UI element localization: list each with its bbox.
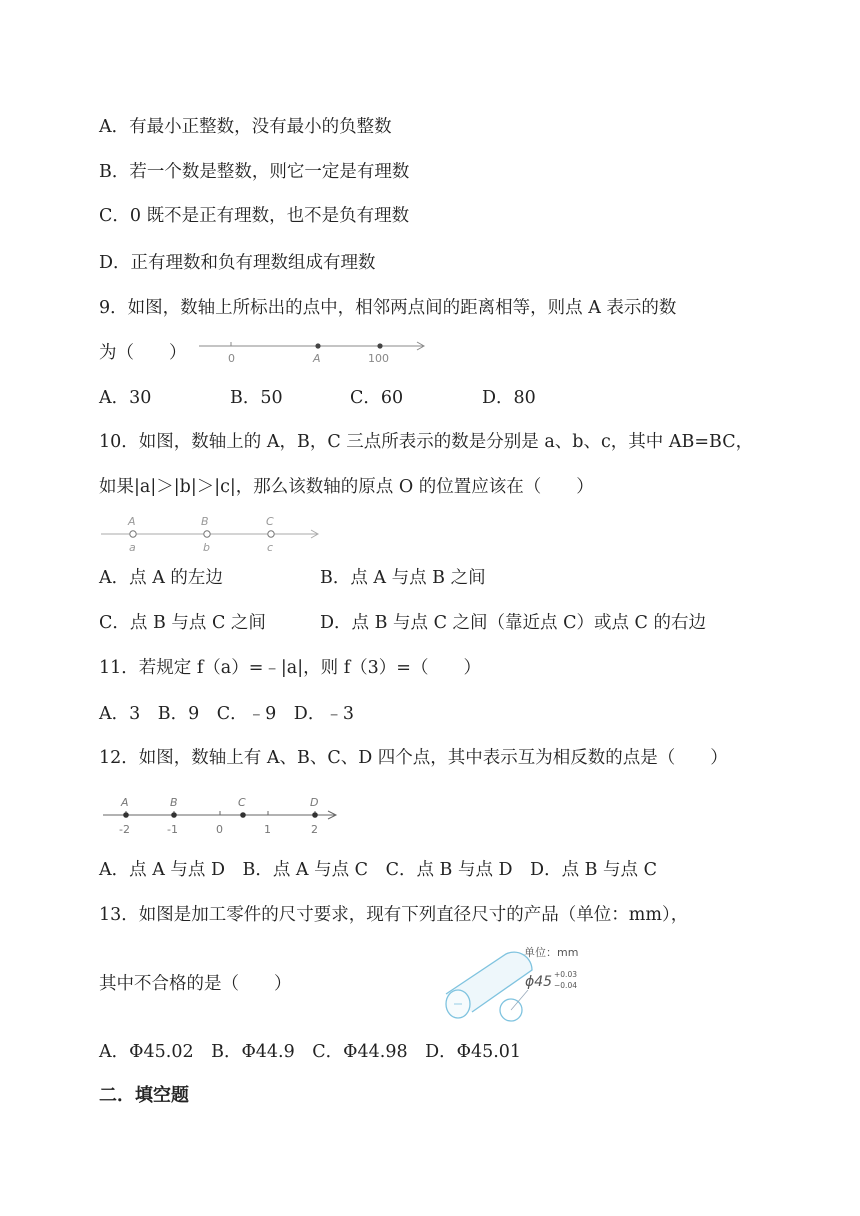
q13-upper-tolerance: +0.03 [554, 970, 577, 979]
q13-options: A．Φ45.02 B．Φ44.9 C．Φ44.98 D．Φ45.01 [99, 1042, 522, 1062]
q9-option-b: B．50 [230, 388, 283, 408]
q12-label-C: C [238, 796, 246, 809]
q8-option-a: A．有最小正整数，没有最小的负整数 [99, 117, 392, 137]
q9-option-d: D．80 [482, 388, 536, 408]
q9-stem-line1: 9．如图，数轴上所标出的点中，相邻两点间的距离相等，则点 A 表示的数 [99, 298, 677, 318]
q12-tick-label-0: 0 [216, 823, 223, 836]
q12-tick-label-1: 1 [264, 823, 271, 836]
q13-dimension: ϕ45 [525, 974, 553, 990]
q13-unit-label: 单位：mm [524, 946, 579, 959]
q9-label-a: A [313, 352, 321, 365]
q10-label-B: B [201, 515, 209, 528]
q12-point-a [123, 812, 129, 818]
q9-stem-line2: 为（ ） [99, 343, 187, 363]
q12-tick-label-neg1: -1 [167, 823, 178, 836]
section-heading: 二．填空题 [99, 1085, 189, 1106]
q10-point-c [268, 531, 274, 537]
q9-option-c: C．60 [350, 388, 404, 408]
q10-label-b: b [203, 541, 210, 554]
q10-label-C: C [266, 515, 274, 528]
q10-label-A: A [128, 515, 136, 528]
q10-option-a: A．点 A 的左边 [99, 568, 223, 588]
q10-option-c: C．点 B 与点 C 之间 [99, 613, 266, 633]
q11-options: A．3 B．9 C．﹣9 D．﹣3 [99, 704, 354, 724]
q9-option-a: A．30 [99, 388, 152, 408]
q10-stem-line2: 如果|a|＞|b|＞|c|，那么该数轴的原点 O 的位置应该在（ ） [99, 477, 594, 497]
q12-point-d [312, 812, 318, 818]
q8-option-b: B．若一个数是整数，则它一定是有理数 [99, 162, 410, 182]
q13-lower-tolerance: −0.04 [554, 981, 577, 990]
q10-option-b: B．点 A 与点 B 之间 [320, 568, 486, 588]
q12-point-b [171, 812, 177, 818]
q12-stem: 12．如图，数轴上有 A、B、C、D 四个点，其中表示互为相反数的点是（ ） [99, 748, 728, 768]
q9-number-line [195, 334, 435, 368]
q10-stem-line1: 10．如图，数轴上的 A，B，C 三点所表示的数是分别是 a、b、c，其中 AB=BC， [99, 432, 754, 452]
q13-stem-line2: 其中不合格的是（ ） [99, 974, 292, 994]
q10-label-a: a [129, 541, 136, 554]
q9-point-a [315, 343, 320, 348]
q10-point-a [130, 531, 136, 537]
q12-point-c [240, 812, 246, 818]
q12-options: A．点 A 与点 D B．点 A 与点 C C．点 B 与点 D D．点 B 与点 C [99, 860, 658, 880]
q8-option-d: D．正有理数和负有理数组成有理数 [99, 253, 376, 273]
q12-label-A: A [121, 796, 129, 809]
q8-option-c: C．0 既不是正有理数，也不是负有理数 [99, 206, 410, 226]
q10-label-c: c [267, 541, 274, 554]
q12-label-D: D [310, 796, 319, 809]
q11-stem: 11．若规定 f（a）=﹣|a|，则 f（3）=（ ） [99, 658, 481, 678]
q12-number-line [99, 792, 344, 838]
q12-label-B: B [170, 796, 178, 809]
q13-stem-line1: 13．如图是加工零件的尺寸要求，现有下列直径尺寸的产品（单位：mm）， [99, 905, 689, 925]
q12-tick-label-2: 2 [311, 823, 318, 836]
q9-label-0: 0 [228, 352, 235, 365]
q12-tick-label-neg2: -2 [119, 823, 130, 836]
q13-part-figure [436, 938, 596, 1030]
q10-number-line [99, 513, 329, 555]
q9-point-100 [377, 343, 382, 348]
q9-label-100: 100 [368, 352, 389, 365]
q10-point-b [204, 531, 210, 537]
q10-option-d: D．点 B 与点 C 之间（靠近点 C）或点 C 的右边 [320, 613, 706, 633]
